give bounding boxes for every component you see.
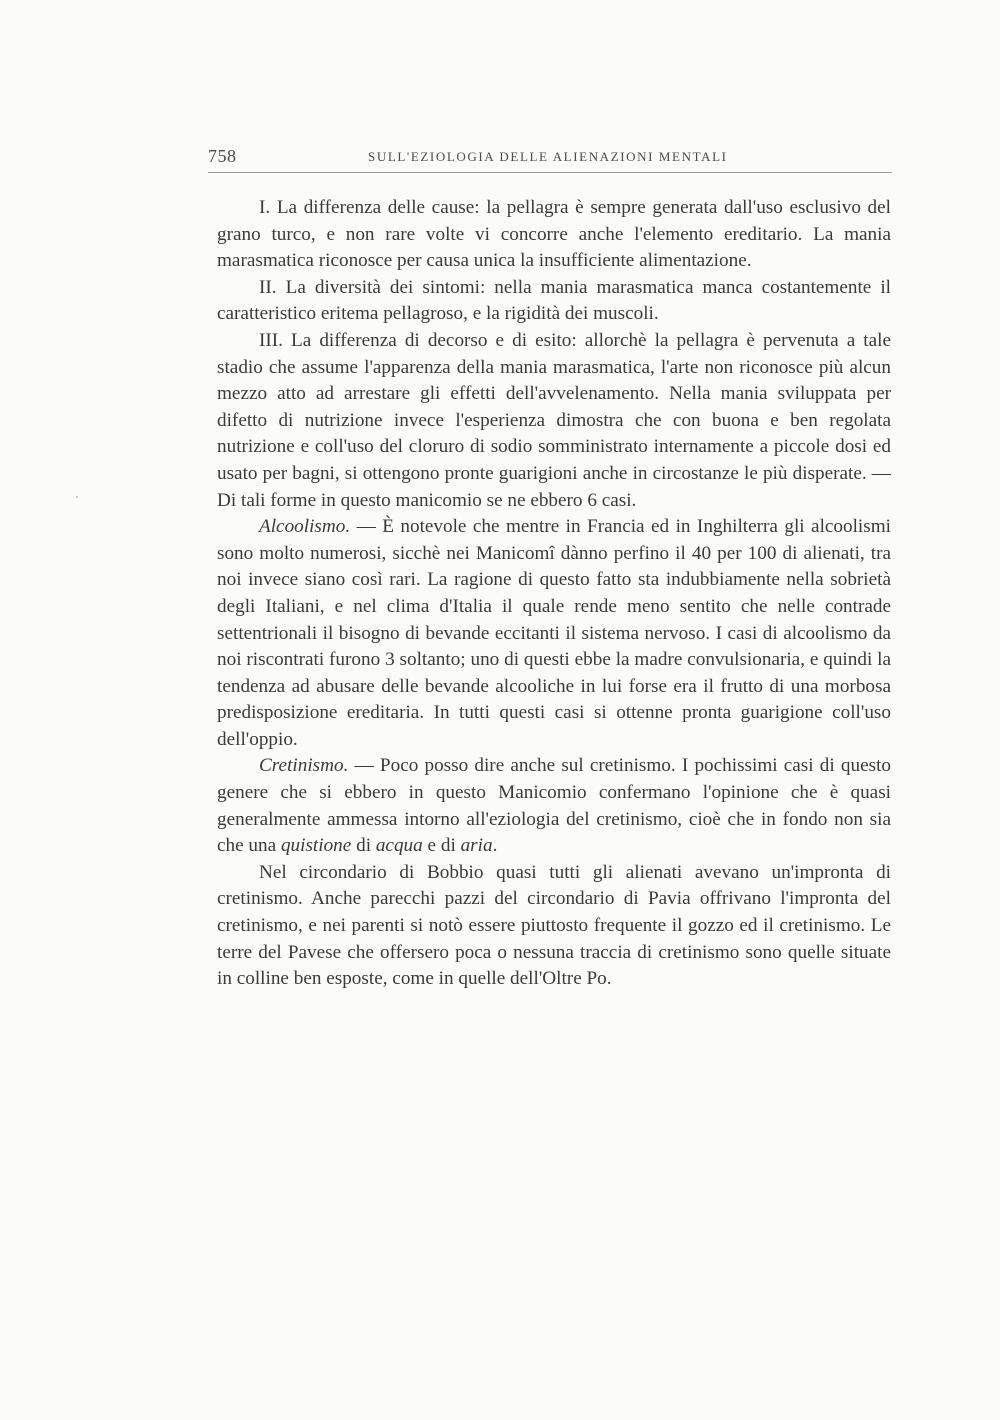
page-header: [208, 146, 892, 173]
paragraph-bobbio: [217, 860, 891, 993]
body-text: [217, 195, 891, 993]
paragraph-text: .: [492, 835, 498, 857]
paragraph-decorso: [217, 328, 891, 514]
paragraph-sintomi: [217, 275, 891, 328]
paragraph-text: di: [351, 835, 376, 857]
emphasis-aria: aria: [460, 835, 493, 857]
paragraph-alcoolismo: [217, 514, 891, 753]
paragraph-text: Nel circondario di Bobbio quasi tutti gli alienati avevano un'impronta di cretinismo. Anche parecchi pazzi del circondario di Pavia offrivano l'impronta del cretinismo, e nei parenti si notò essere piuttosto frequente il gozzo ed il cretinismo. Le terre del Pavese che offersero poca o nessuna traccia di cretinismo sono quelle situate in colline ben esposte, come in quelle dell'Oltre Po.: [217, 861, 891, 990]
page-number: 758: [208, 146, 237, 166]
margin-speck: [76, 496, 78, 498]
paragraph-text: — È notevole che mentre in Francia ed in Inghilterra gli alcoolismi sono molto numerosi, sicchè nei Manicomî dànno perfino il 40 per 100 di alienati, tra noi invece siano così rari. La ragione di questo fatto sta indubbiamente nella sobrietà degli Italiani, e nel clima d'Italia il quale rende meno sentito che nelle contrade settentrionali il bisogno di bevande eccitanti il sistema nervoso. I casi di alcoolismo da noi riscontrati furono 3 soltanto; uno di questi ebbe la madre convulsionaria, e quindi la tendenza ad abusare delle bevande alcooliche in lui forse era il frutto di una morbosa predisposizione ereditaria. In tutti questi casi si ottenne pronta guarigione coll'uso dell'oppio.: [217, 516, 891, 750]
running-title: SULL'EZIOLOGIA DELLE ALIENAZIONI MENTALI: [368, 149, 728, 164]
section-heading-cretinismo: Cretinismo.: [259, 755, 349, 777]
emphasis-acqua: acqua: [375, 835, 423, 857]
paragraph-cretinismo: [217, 753, 891, 859]
paragraph-text: II. La diversità dei sintomi: nella mania marasmatica manca costantemente il caratteristico eritema pellagroso, e la rigidità dei muscoli.: [217, 276, 891, 325]
paragraph-text: e di: [422, 835, 461, 857]
section-heading-alcoolismo: Alcoolismo.: [259, 516, 351, 538]
paragraph-text: — Poco posso dire anche sul cretinismo. I pochissimi casi di questo genere che si ebbero in questo Manicomio confermano l'opinione che è quasi generalmente ammessa intorno all'eziologia del cretinismo, cioè che in fondo non sia che una: [217, 755, 891, 857]
emphasis-quistione: quistione: [280, 835, 352, 857]
paragraph-text: I. La differenza delle cause: la pellagra è sempre generata dall'uso esclusivo del grano turco, e non rare volte vi concorre anche l'elemento ereditario. La mania marasmatica riconosce per causa unica la insufficiente alimentazione.: [217, 197, 891, 272]
paragraph-cause: [217, 195, 891, 275]
paragraph-text: III. La differenza di decorso e di esito: allorchè la pellagra è pervenuta a tale stadio che assume l'apparenza della mania marasmatica, l'arte non riconosce più alcun mezzo atto ad arrestare gli effetti dell'avvelenamento. Nella mania sviluppata per difetto di nutrizione invece l'esperienza dimostra che con buona e ben regolata nutrizione e coll'uso del cloruro di sodio somministrato internamente a piccole dosi ed usato per bagni, si ottengono pronte guarigioni anche in circostanze le più disperate. — Di tali forme in questo manicomio se ne ebbero 6 casi.: [217, 329, 891, 511]
